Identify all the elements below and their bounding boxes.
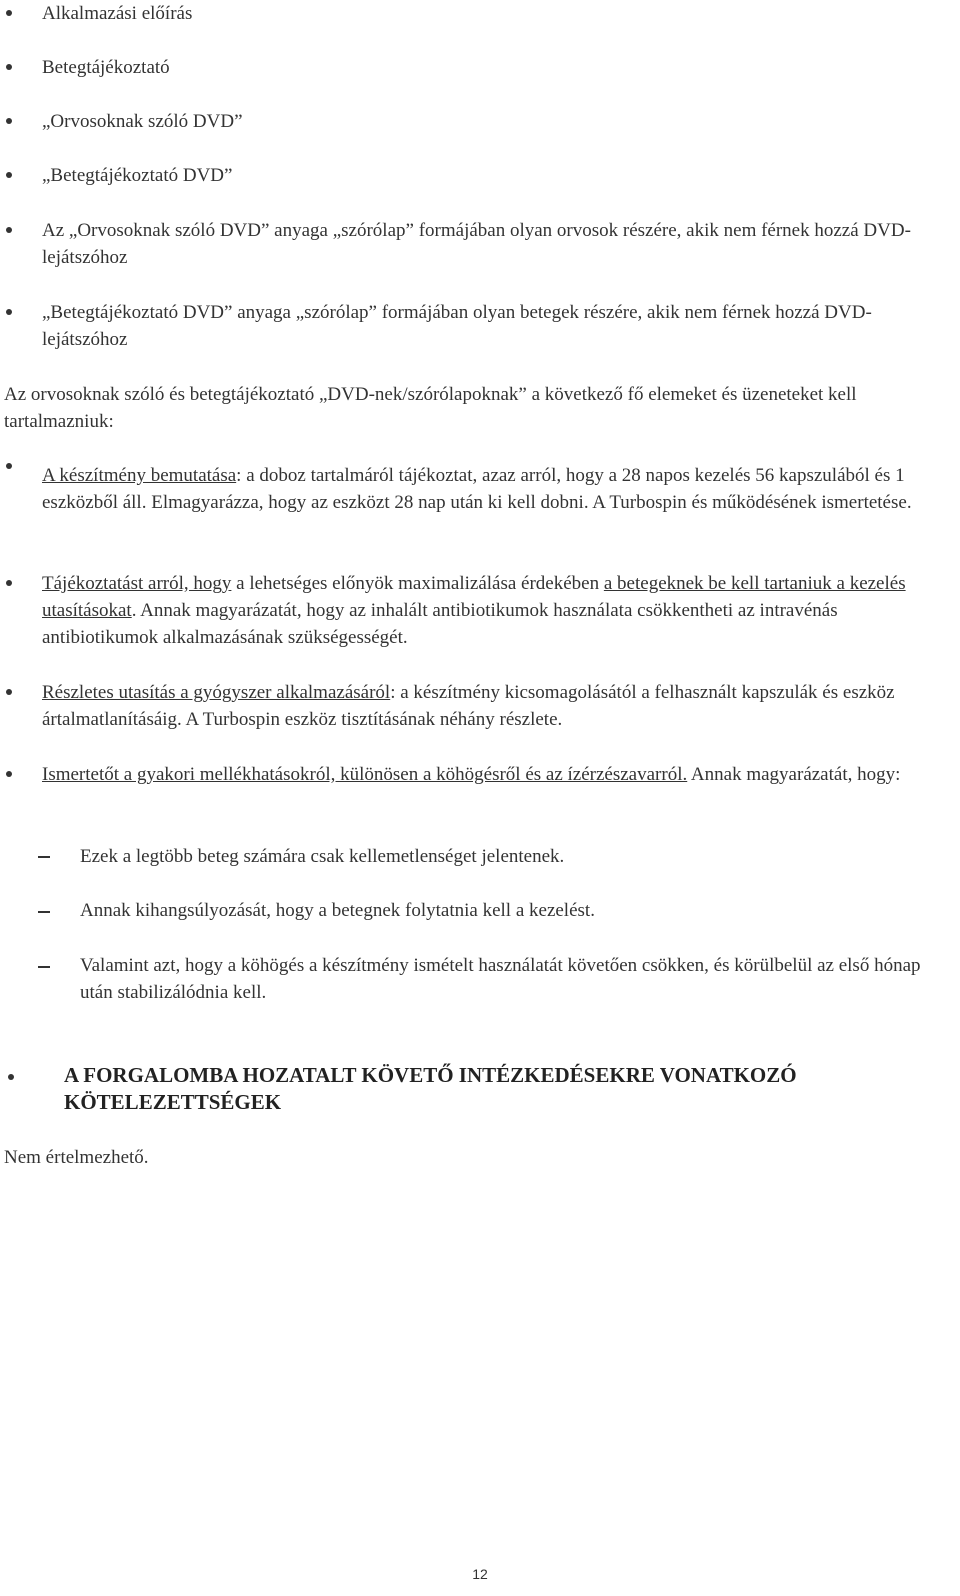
list-item: Betegtájékoztató [42, 57, 170, 78]
content-item [42, 462, 942, 516]
sub-list-item: Valamint azt, hogy a köhögés a készítmény ismételt használatát követően csökken, és körülbelül az első hónap után stabilizálódnia kell. [80, 955, 921, 1003]
bullet-icon [6, 64, 12, 70]
content-item-text: Annak magyarázatát, hogy: [687, 764, 901, 785]
content-item-underlined: Ismertetőt a gyakori mellékhatásokról, különösen a köhögésről és az ízérzészavarról. [42, 764, 688, 785]
content-item-text: : a doboz tartalmáról tájékoztat, azaz arról, hogy a 28 napos kezelés 56 kapszulából és 1 eszközből áll. Elmagyarázza, hogy az eszközt 28 nap után ki kell dobni. A Turbospin és működésének ismertetése. [42, 465, 912, 513]
content-item-underlined: A készítmény bemutatása [42, 465, 237, 486]
list-item: Az „Orvosoknak szóló DVD” anyaga „szórólap” formájában olyan orvosok részére, akik nem férnek hozzá DVD-lejátszóhoz [42, 220, 911, 268]
list-item: „Betegtájékoztató DVD” [42, 165, 233, 186]
bullet-icon [6, 580, 12, 586]
bullet-icon [6, 10, 12, 16]
list-item: „Orvosoknak szóló DVD” [42, 111, 243, 132]
content-item-text: a lehetséges előnyök maximalizálása érdekében [231, 573, 604, 594]
intro-paragraph: Az orvosoknak szóló és betegtájékoztató „DVD-nek/szórólapoknak” a következő fő elemeket és üzeneteket kell tartalmazniuk: [4, 384, 857, 432]
section-heading: A FORGALOMBA HOZATALT KÖVETŐ INTÉZKEDÉSEKRE VONATKOZÓ KÖTELEZETTSÉGEK [64, 1063, 797, 1114]
content-item-underlined: Tájékoztatást arról, hogy [42, 573, 232, 594]
section-text: Nem értelmezhető. [4, 1147, 149, 1168]
bullet-icon [6, 689, 12, 695]
dash-icon [38, 966, 50, 968]
content-item [42, 761, 942, 788]
content-item [42, 570, 942, 651]
bullet-icon [8, 1074, 14, 1080]
page-number: 12 [472, 1566, 488, 1582]
content-item-underlined: a betegeknek be kell tartaniuk a kezelés utasításokat [42, 573, 906, 621]
bullet-icon [6, 227, 12, 233]
dash-icon [38, 911, 50, 913]
sub-list-item: Ezek a legtöbb beteg számára csak kellemetlenséget jelentenek. [80, 846, 565, 867]
bullet-icon [6, 771, 12, 777]
bullet-icon [6, 172, 12, 178]
bullet-icon [6, 118, 12, 124]
content-item-text: . Annak magyarázatát, hogy az inhalált antibiotikumok használata csökkentheti az intravénás antibiotikumok alkalmazásának szükségességét. [42, 600, 838, 648]
content-item [42, 679, 942, 733]
content-item-underlined: Részletes utasítás a gyógyszer alkalmazásáról [42, 682, 391, 703]
list-item: Alkalmazási előírás [42, 3, 193, 24]
content-item-text: : a készítmény kicsomagolásától a felhasznált kapszulák és eszköz ártalmatlanításáig. A Turbospin eszköz tisztításának néhány részlete. [42, 682, 895, 730]
list-item: „Betegtájékoztató DVD” anyaga „szórólap” formájában olyan betegek részére, akik nem férnek hozzá DVD-lejátszóhoz [42, 302, 872, 350]
bullet-icon [6, 309, 12, 315]
bullet-icon [6, 463, 12, 469]
sub-list-item: Annak kihangsúlyozását, hogy a betegnek folytatnia kell a kezelést. [80, 900, 595, 921]
dash-icon [38, 856, 50, 858]
